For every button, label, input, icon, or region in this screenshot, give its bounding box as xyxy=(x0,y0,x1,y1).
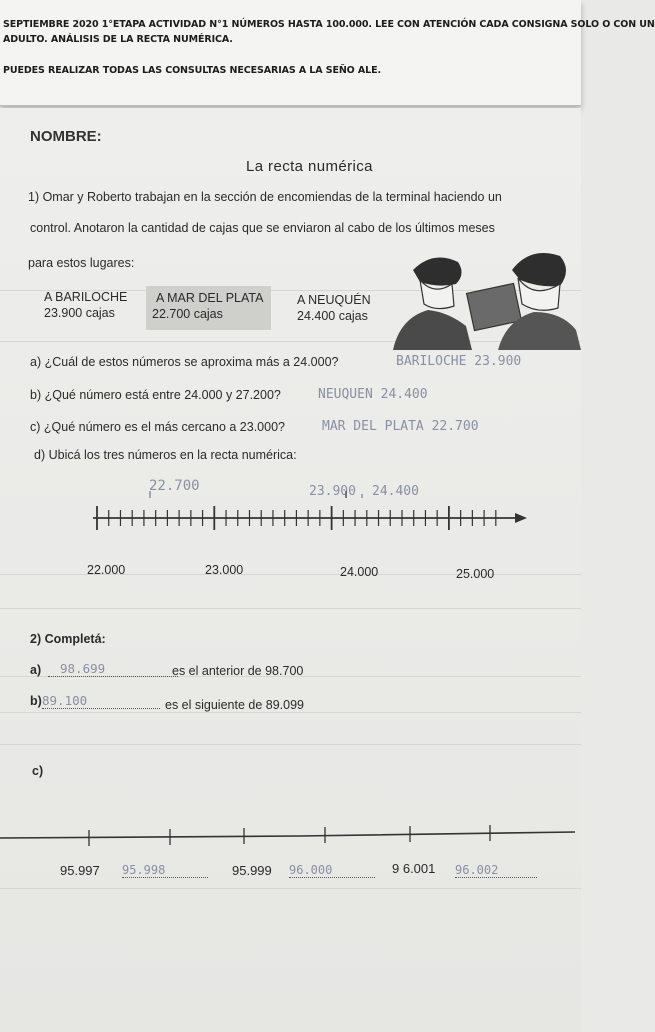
q1-a-answer: BARILOCHE 23.900 xyxy=(396,354,522,369)
page-title: La recta numérica xyxy=(246,158,373,175)
q1-c-question: c) ¿Qué número es el más cercano a 23.000? xyxy=(30,420,285,434)
q1-line-1: 1) Omar y Roberto trabajan en la sección de encomiendas de la terminal haciendo un xyxy=(28,190,502,204)
axis-label-25000: 25.000 xyxy=(456,567,495,581)
q2-a-text: es el anterior de 98.700 xyxy=(172,664,304,678)
q2-b-prefix: b) xyxy=(30,694,42,708)
q1-line-2: control. Anotaron la cantidad de cajas que se enviaron al cabo de los últimos meses xyxy=(30,221,495,235)
place-value: 24.400 cajas xyxy=(297,309,368,323)
q1-line-3: para estos lugares: xyxy=(28,256,135,270)
place-mar-del-plata xyxy=(146,286,271,330)
line-2-label-95997: 95.997 xyxy=(60,863,100,878)
line-1-arrowhead xyxy=(515,513,527,523)
q2-a-blank xyxy=(48,660,166,678)
line-2-answer-96002: 96.002 xyxy=(455,863,537,878)
worksheet-page xyxy=(0,108,581,1032)
place-bariloche xyxy=(44,289,127,321)
left-worker-body xyxy=(393,310,472,350)
place-name: A MAR DEL PLATA xyxy=(156,291,264,305)
place-value: 23.900 cajas xyxy=(44,306,115,320)
place-neuquen xyxy=(297,292,371,324)
hand-mark-24400: 24.400 xyxy=(372,484,419,499)
q2-title: 2) Completá: xyxy=(30,632,106,646)
number-line-2 xyxy=(0,816,581,856)
header-line-3: PUEDES REALIZAR TODAS LAS CONSULTAS NECESARIAS A LA SEÑO ALE. xyxy=(3,65,381,76)
axis-label-23000: 23.000 xyxy=(205,563,244,577)
line-2-label-95999: 95.999 xyxy=(232,863,272,878)
q2-b-text: es el siguiente de 89.099 xyxy=(165,698,304,712)
axis-label-22000: 22.000 xyxy=(87,563,126,577)
axis-label-24000: 24.000 xyxy=(340,565,379,579)
q2-a-prefix: a) xyxy=(30,663,42,677)
header-sheet xyxy=(0,0,655,106)
hand-mark-22700: 22.700 xyxy=(149,478,200,494)
q1-b-answer: NEUQUEN 24.400 xyxy=(318,387,428,402)
q1-d-question: d) Ubicá los tres números en la recta numérica: xyxy=(34,448,297,462)
q1-a-question: a) ¿Cuál de estos números se aproxima más a 24.000? xyxy=(30,355,339,369)
place-value: 22.700 cajas xyxy=(152,307,223,321)
line-2-answer-95998: 95.998 xyxy=(122,863,208,878)
line-2-axis xyxy=(0,832,575,838)
workers-illustration xyxy=(388,248,581,350)
number-line-1 xyxy=(0,488,581,538)
line-2-answer-96000: 96.000 xyxy=(289,863,375,878)
hand-mark-23900: 23.900 xyxy=(309,484,356,499)
q2-b-blank xyxy=(42,692,160,710)
q2-a-answer: 98.699 xyxy=(48,661,178,677)
header-line-2: ADULTO. ANÁLISIS DE LA RECTA NUMÉRICA. xyxy=(3,34,233,45)
q2-b-answer: 89.100 xyxy=(42,693,160,709)
q1-c-answer: MAR DEL PLATA 22.700 xyxy=(322,419,479,434)
place-name: A BARILOCHE xyxy=(44,290,128,304)
q2-c-prefix: c) xyxy=(32,764,44,778)
line-2-label-96001: 9 6.001 xyxy=(392,861,436,876)
header-line-1: SEPTIEMBRE 2020 1°ETAPA ACTIVIDAD N°1 NÚMEROS HASTA 100.000. LEE CON ATENCIÓN CADA CONSIGNA SOLO O CON UN xyxy=(3,19,655,30)
name-label: NOMBRE: xyxy=(30,128,102,145)
q1-b-question: b) ¿Qué número está entre 24.000 y 27.200? xyxy=(30,388,281,402)
place-name: A NEUQUÉN xyxy=(297,293,371,307)
